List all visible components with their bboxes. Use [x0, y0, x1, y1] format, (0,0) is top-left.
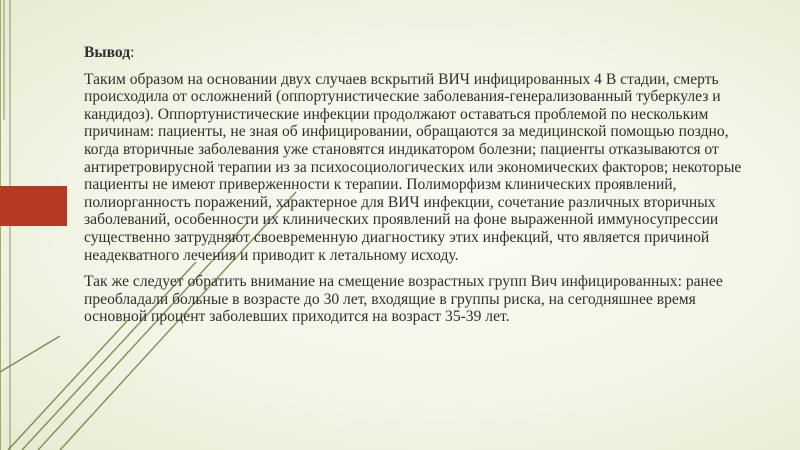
conclusion-paragraph-2: Так же следует обратить внимание на смещение возрастных групп Вич инфицированных: ранее преобладали больные в возрасте до 30 лет, входящие в группы риска, на сегодняшнее время основной процент заболевших приходится на возраст 35-39 лет.	[84, 273, 723, 326]
accent-red-band	[0, 186, 67, 226]
conclusion-paragraph-1: Таким образом на основании двух случаев вскрытий ВИЧ инфицированных 4 В стадии, смерть происходила от осложнений (оппортунистические заболевания-генерализованный туберкулез и кандидоз). Оппортунистические инфекции продолжают оставаться проблемой по нескольким причинам: пациенты, не зная об инфицировании, обращаются за медицинской помощью поздно, когда вторичные заболевания уже становятся индикатором болезни; пациенты отказываются от антиретровирусной терапии из за психосоциологических или экономических факторов; некоторые пациенты не имеют приверженности к терапии. Полиморфизм клинических проявлений, полиорганность поражений, характерное для ВИЧ инфекции, сочетание различных вторичных заболеваний, особенности их клинических проявлений на фоне выраженной иммуносупрессии существенно затрудняют своевременную диагностику этих инфекций, что является причиной неадекватного лечения и приводит к летальному исходу.	[84, 70, 742, 264]
slide-body	[84, 44, 754, 335]
diagonal-line	[0, 336, 60, 372]
slide-heading	[84, 44, 754, 62]
heading-colon: :	[130, 44, 135, 61]
heading-bold-text: Вывод	[84, 44, 131, 61]
diagonal-line	[8, 320, 128, 450]
